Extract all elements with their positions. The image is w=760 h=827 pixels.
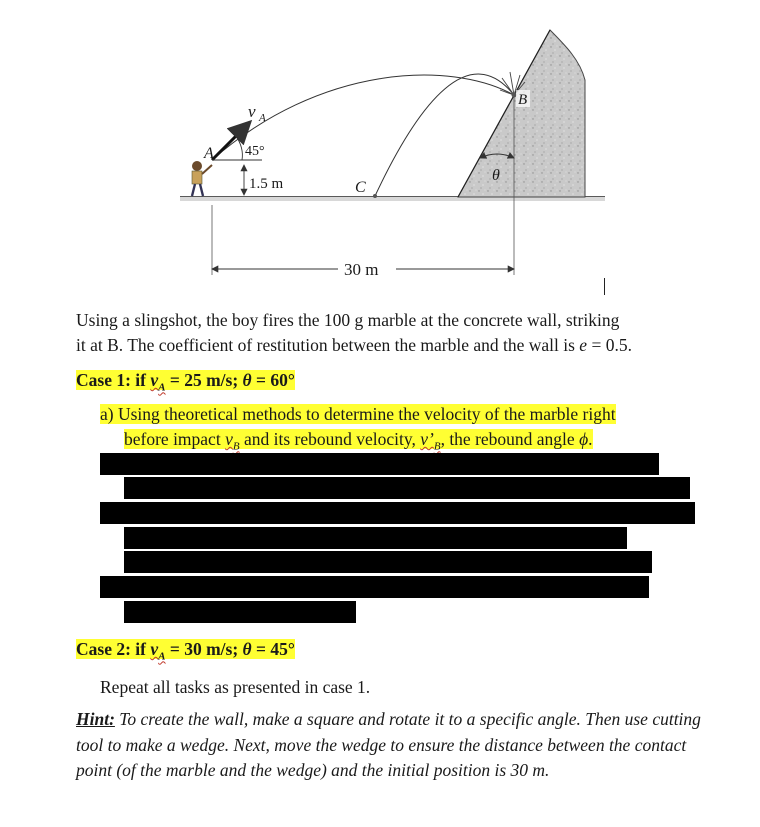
va-label: v <box>248 102 256 121</box>
case-1-heading: Case 1: if $v_A = 25$ m/s; θ = 60° <box>76 370 295 394</box>
point-b-label: B <box>518 92 528 108</box>
problem-figure <box>0 0 760 300</box>
hint-paragraph <box>76 707 716 784</box>
hint-text: To create the wall, make a square and rotate it to a specific angle. Then use cutting tool to make a wedge. Next, move the wedge to ensure the distance between the contact point (of the marble and the wedge) and the initial position is 30 m. <box>76 709 701 780</box>
intro-line-2: it at B. The coefficient of restitution between the marble and the wall is e = 0.5. <box>76 335 632 355</box>
case-2-heading: Case 2: if $v_A = 30$ m/s; θ = 45° <box>76 639 295 663</box>
task-a-line-2: before impact $v_B$ and its rebound velocity, $v’_B$, the rebound angle ϕ. <box>124 429 593 453</box>
intro-line-1: Using a slingshot, the boy fires the 100 g marble at the concrete wall, striking <box>76 310 620 330</box>
redacted-block-7 <box>124 601 356 623</box>
intro-paragraph <box>76 308 632 358</box>
task-a <box>100 402 700 460</box>
concrete-wall <box>458 30 585 197</box>
task-a-line-1: a) Using theoretical methods to determine the velocity of the marble right <box>100 404 616 424</box>
ground-shading <box>180 197 605 201</box>
redacted-block-2 <box>124 477 690 499</box>
redacted-block-6 <box>100 576 649 598</box>
height-label: 1.5 m <box>249 176 284 192</box>
repeat-instruction: Repeat all tasks as presented in case 1. <box>100 677 371 697</box>
figure-svg <box>0 0 760 300</box>
boy-figure <box>192 161 212 196</box>
e-symbol: e <box>579 335 588 355</box>
angle-label: 45° <box>245 144 265 159</box>
distance-label: 30 m <box>344 260 379 279</box>
hint-label: Hint: <box>76 709 115 729</box>
redacted-block-1 <box>100 453 659 475</box>
redacted-block-5 <box>124 551 652 573</box>
marble-at-c <box>373 194 377 198</box>
point-a-label: A <box>204 145 214 162</box>
redacted-block-4 <box>124 527 627 549</box>
redacted-block-3 <box>100 502 695 524</box>
va-subscript: A <box>259 112 266 124</box>
point-c-label: C <box>355 179 366 196</box>
theta-label: θ <box>492 167 500 184</box>
text-cursor <box>604 278 605 295</box>
